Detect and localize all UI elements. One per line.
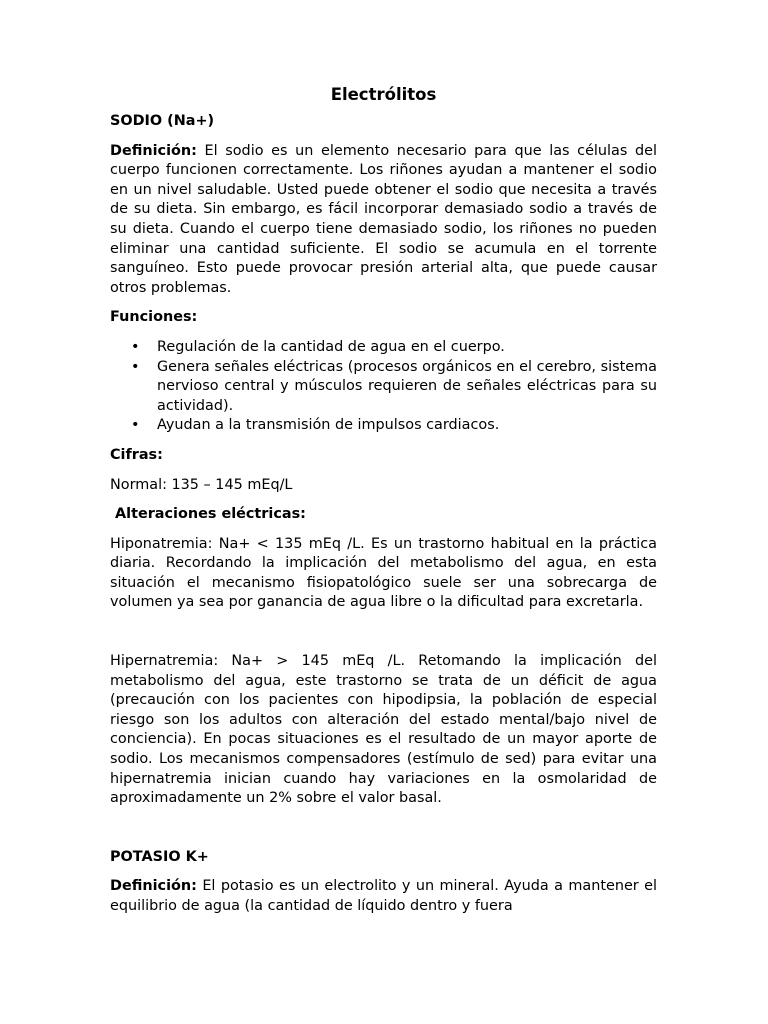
funciones-list: [110, 338, 657, 436]
list-item-text: Ayudan a la transmisión de impulsos cardiacos.: [157, 417, 500, 434]
page-title: Electrólitos: [330, 85, 437, 104]
bullet-icon: •: [131, 417, 140, 434]
list-item: [110, 358, 657, 417]
potasio-definition-paragraph: [110, 877, 657, 916]
document-page: [110, 84, 657, 927]
list-item: [110, 416, 657, 436]
hipernatremia-paragraph: Hipernatremia: Na+ > 145 mEq /L. Retomando la implicación del metabolismo del agua, este trastorno se trata de un déficit de agua (precaución con los pacientes con hipodipsia, la población de especial riesgo son los adultos con alteración del estado mental/bajo nivel de conciencia). En pocas situaciones es el resultado de un mayor aporte de sodio. Los mecanismos compensadores (estímulo de sed) para evitar una hipernatremia inician cuando hay variaciones en la osmolaridad de aproximadamente un 2% sobre el valor basal.: [110, 653, 657, 807]
section-heading-sodio: SODIO (Na+): [110, 113, 215, 129]
bullet-icon: •: [131, 338, 140, 355]
cifras-normal: Normal: 135 – 145 mEq/L: [110, 476, 293, 493]
funciones-heading: Funciones:: [110, 309, 198, 326]
definition-label: Definición:: [110, 142, 197, 159]
blank-line: [110, 623, 657, 652]
definition-text: El potasio es un electrolito y un mineral. Ayuda a mantener el equilibrio de agua (la cantidad de líquido dentro y fuera: [110, 878, 657, 914]
definition-text: El sodio es un elemento necesario para que las células del cuerpo funcionen correctamente. Los riñones ayudan a mantener el sodio en un nivel saludable. Usted puede obtener el sodio que necesita a través de su dieta. Sin embargo, es fácil incorporar demasiado sodio a través de su dieta. Cuando el cuerpo tiene demasiado sodio, los riñones no pueden eliminar una cantidad suficiente. El sodio se acumula en el torrente sanguíneo. Esto puede provocar presión arterial alta, que puede causar otros problemas.: [110, 142, 657, 296]
section-heading-potasio: POTASIO K+: [110, 848, 209, 865]
bullet-icon: •: [131, 358, 140, 375]
hiponatremia-paragraph: Hiponatremia: Na+ < 135 mEq /L. Es un trastorno habitual en la práctica diaria. Recordando la implicación del metabolismo del agua, en esta situación el mecanismo fisiopatológico suele ser una sobrecarga de volumen ya sea por ganancia de agua libre o la dificultad para excretarla.: [110, 535, 657, 611]
list-item-text: Regulación de la cantidad de agua en el cuerpo.: [157, 338, 505, 355]
cifras-heading: Cifras:: [110, 446, 163, 463]
definition-label: Definición:: [110, 878, 197, 895]
alteraciones-heading: Alteraciones eléctricas:: [115, 506, 306, 523]
list-item-text: Genera señales eléctricas (procesos orgánicos en el cerebro, sistema nervioso central y músculos requieren de señales eléctricas para su actividad).: [157, 358, 657, 414]
sodio-definition-paragraph: [110, 142, 657, 299]
blank-line: [110, 819, 657, 848]
list-item: [110, 338, 657, 358]
